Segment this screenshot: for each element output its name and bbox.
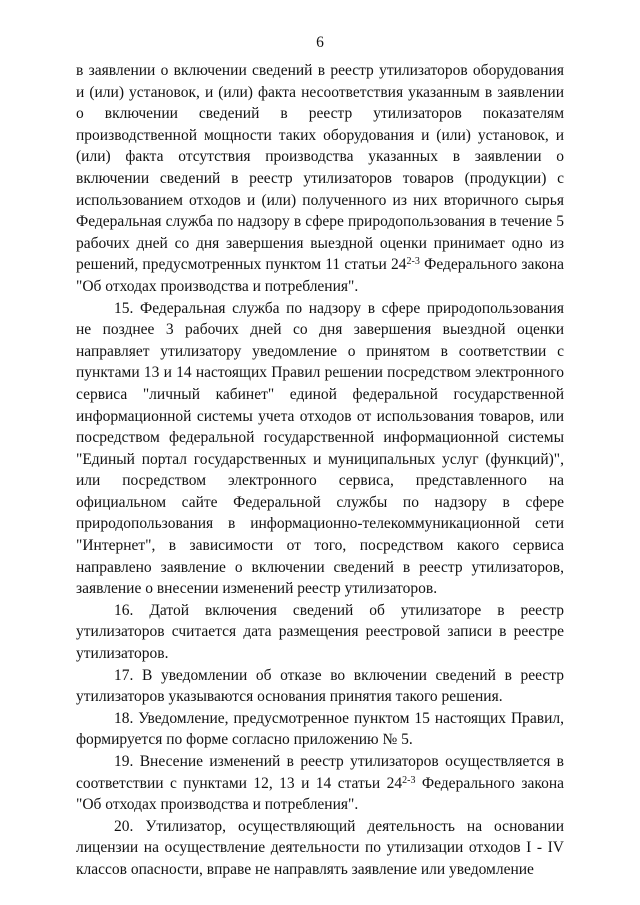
document-body <box>76 60 564 881</box>
paragraph <box>76 816 564 881</box>
superscript: 2-3 <box>402 774 416 786</box>
paragraph-text: 16. Датой включения сведений об утилизаторе в реестр утилизаторов считается дата размещения реестровой записи в реестре утилизаторов. <box>76 601 564 663</box>
superscript: 2-3 <box>406 256 420 268</box>
paragraph-text: 19. Внесение изменений в реестр утилизаторов осуществляется в соответствии с пунктами 12, 13 и 14 статьи 24 <box>76 753 564 792</box>
paragraph <box>76 600 564 665</box>
paragraph <box>76 665 564 708</box>
paragraph <box>76 298 564 600</box>
paragraph <box>76 751 564 816</box>
paragraph <box>76 60 564 298</box>
paragraph-text: 15. Федеральная служба по надзору в сфере природопользования не позднее 3 рабочих дней со дня завершения выездной оценки направляет утилизатору уведомление о принятом в соответствии с пунктами 13 и 14 настоящих Правил решении посредством электронного сервиса "личный кабинет" единой федеральной государственной информационной системы учета отходов от использования товаров, или посредством федеральной государственной информационной системы "Единый портал государственных и муниципальных услуг (функций)", или посредством электронного сервиса, представленного на официальном сайте Федеральной службы по надзору в сфере природопользования в информационно-телекоммуникационной сети "Интернет", в зависимости от того, посредством какого сервиса направлено заявление о включении сведений в реестр утилизаторов, заявление о внесении изменений реестр утилизаторов. <box>76 299 564 598</box>
paragraph-text: 20. Утилизатор, осуществляющий деятельность на основании лицензии на осуществление деятельности по утилизации отходов I - IV классов опасности, вправе не направлять заявление или уведомление <box>76 817 564 878</box>
paragraph-text: Федерального закона "Об отходах производства и потребления". <box>76 256 564 295</box>
paragraph-text: в заявлении о включении сведений в реестр утилизаторов оборудования и (или) установок, и (или) факта несоответствия указанным в заявлении о включении сведений в реестр утилизаторов показателям производственной мощности таких оборудования и (или) установок, и (или) факта отсутствия производства указанных в заявлении о включении сведений в реестр утилизаторов товаров (продукции) с использованием отходов и (или) полученного из них вторичного сырья Федеральная служба по надзору в сфере природопользования в течение 5 рабочих дней со дня завершения выездной оценки принимает одно из решений, предусмотренных пунктом 11 статьи 24 <box>76 62 564 274</box>
paragraph <box>76 708 564 751</box>
page-number: 6 <box>316 34 324 51</box>
paragraph-text: 18. Уведомление, предусмотренное пунктом 15 настоящих Правил, формируется по форме согласно приложению № 5. <box>76 709 564 749</box>
paragraph-text: 17. В уведомлении об отказе во включении сведений в реестр утилизаторов указываются основания принятия такого решения. <box>76 666 564 706</box>
paragraph-text: Федерального закона "Об отходах производства и потребления". <box>76 774 564 814</box>
